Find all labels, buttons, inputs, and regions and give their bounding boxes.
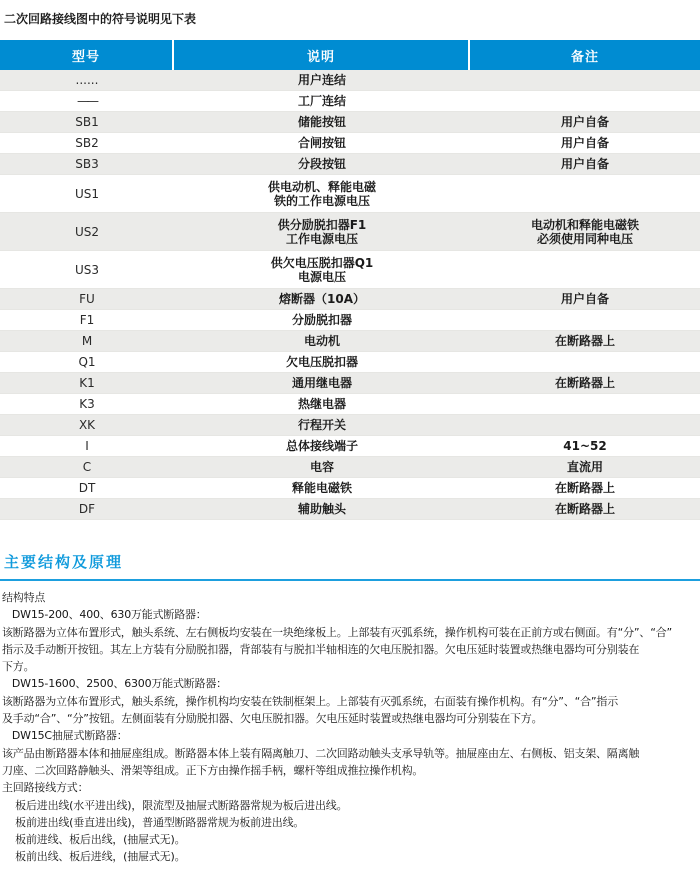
- body-text-line: 板前出线、板后进线，(抽屉式无)。: [2, 850, 186, 864]
- table-row: [0, 478, 700, 499]
- cell-remark: 电动机和释能电磁铁 必须使用同种电压: [530, 217, 639, 246]
- cell-description: 热继电器: [297, 397, 346, 411]
- cell-model: F1: [79, 313, 95, 327]
- table-row: [0, 310, 700, 331]
- cell-description: 合闸按钮: [297, 136, 346, 150]
- cell-description: 释能电磁铁: [291, 481, 352, 495]
- table-row: [0, 499, 700, 520]
- table-header-desc: 说明: [174, 40, 468, 70]
- table-row: [0, 70, 700, 91]
- cell-description: 熔断器（10A）: [279, 292, 365, 306]
- table-header-remark: 备注: [470, 40, 700, 70]
- cell-model: XK: [78, 418, 96, 432]
- cell-remark: 直流用: [566, 460, 603, 474]
- table-body: [0, 70, 700, 520]
- table-row: [0, 175, 700, 213]
- table-row: [0, 415, 700, 436]
- cell-description: 欠电压脱扣器: [285, 355, 358, 369]
- cell-model: I: [85, 439, 89, 453]
- body-text-line: 板后进出线(水平进出线)，限流型及抽屉式断路器常规为板后进出线。: [2, 798, 348, 812]
- cell-model: SB2: [75, 136, 99, 150]
- cell-remark: 在断路器上: [554, 376, 615, 390]
- cell-description: 分励脱扣器: [291, 313, 352, 327]
- cell-model: M: [81, 334, 93, 348]
- cell-model: K1: [79, 376, 95, 390]
- cell-model: Q1: [78, 355, 96, 369]
- body-text: [2, 589, 700, 866]
- cell-remark: 在断路器上: [554, 502, 615, 516]
- cell-model: C: [82, 460, 92, 474]
- section-title: 主要结构及原理: [4, 553, 124, 571]
- cell-remark: 41~52: [563, 439, 607, 453]
- body-text-line: DW15C抽屉式断路器：: [2, 729, 128, 743]
- cell-description: 行程开关: [297, 418, 346, 432]
- body-text-line: 主回路接线方式：: [2, 781, 89, 795]
- table-row: [0, 289, 700, 310]
- table-header-model: 型号: [0, 40, 172, 70]
- cell-model: ——: [77, 94, 97, 108]
- cell-description: 分段按钮: [297, 157, 346, 171]
- body-text-line: 结构特点: [2, 591, 46, 604]
- cell-description: 供欠电压脱扣器Q1 电源电压: [270, 255, 374, 284]
- body-text-line: 指示及手动断开按钮。其左上方装有分励脱扣器，背部装有与脱扣半轴相连的欠电压脱扣器。欠电压延时装置或热继电器均可分别装在: [2, 642, 640, 656]
- cell-model: US3: [74, 262, 100, 277]
- table-row: [0, 154, 700, 175]
- table-row: [0, 394, 700, 415]
- cell-remark: 用户自备: [560, 136, 609, 150]
- table-row: [0, 213, 700, 251]
- cell-model: K3: [79, 397, 95, 411]
- cell-remark: 用户自备: [560, 292, 609, 306]
- body-text-line: DW15-1600、2500、6300万能式断路器：: [2, 677, 227, 691]
- document-page: [0, 10, 700, 866]
- table-row: [0, 91, 700, 112]
- section-title-rule: [0, 579, 700, 581]
- cell-remark: 用户自备: [560, 115, 609, 129]
- cell-model: ......: [75, 73, 99, 87]
- cell-model: US2: [74, 224, 100, 239]
- table-row: [0, 331, 700, 352]
- cell-description: 电动机: [303, 334, 340, 348]
- cell-model: SB3: [75, 157, 99, 171]
- cell-model: FU: [79, 292, 95, 306]
- body-text-line: 该断路器为立体布置形式，触头系统、左右侧板均安装在一块绝缘板上。上部装有灭弧系统，操作机构可装在正前方或右侧面。有“分”、“合”: [2, 625, 672, 639]
- body-text-line: 板前进线、板后出线，(抽屉式无)。: [2, 833, 186, 847]
- cell-remark: 用户自备: [560, 157, 609, 171]
- table-row: [0, 457, 700, 478]
- table-row: [0, 352, 700, 373]
- body-text-line: 刀座、二次回路静触头、滑架等组成。正下方由操作摇手柄，螺杆等组成推拉操作机构。: [2, 763, 424, 777]
- body-text-line: 该产品由断路器本体和抽屉座组成。断路器本体上装有隔离触刀、二次回路动触头支承导轨等。抽屉座由左、右侧板、铝支架、隔离触: [2, 746, 640, 760]
- table-row: [0, 436, 700, 457]
- cell-description: 供电动机、释能电磁 铁的工作电源电压: [267, 179, 376, 208]
- cell-description: 通用继电器: [291, 376, 352, 390]
- cell-model: DT: [78, 481, 96, 495]
- cell-model: US1: [74, 186, 100, 201]
- body-text-line: DW15-200、400、630万能式断路器：: [2, 608, 207, 622]
- table-row: [0, 251, 700, 289]
- cell-model: DF: [78, 502, 96, 516]
- cell-description: 储能按钮: [297, 115, 346, 129]
- table-row: [0, 373, 700, 394]
- body-text-line: 及手动“合”、“分”按钮。左侧面装有分励脱扣器、欠电压脱扣器。欠电压延时装置或热继电器均可分别装在下方。: [2, 712, 543, 726]
- cell-description: 工厂连结: [297, 94, 346, 108]
- intro-text: 二次回路接线图中的符号说明见下表: [4, 12, 197, 26]
- symbol-table: [0, 40, 700, 520]
- body-text-line: 下方。: [2, 660, 35, 674]
- cell-model: SB1: [75, 115, 99, 129]
- cell-remark: 在断路器上: [554, 481, 615, 495]
- table-row: [0, 112, 700, 133]
- cell-description: 用户连结: [297, 73, 346, 87]
- cell-description: 辅助触头: [297, 502, 346, 516]
- body-text-line: 该断路器为立体布置形式，触头系统，操作机构均安装在铁制框架上。上部装有灭弧系统，右面装有操作机构。有“分”、“合”指示: [2, 694, 618, 708]
- cell-remark: 在断路器上: [554, 334, 615, 348]
- cell-description: 电容: [309, 460, 334, 474]
- table-row: [0, 133, 700, 154]
- table-header-row: [0, 40, 700, 70]
- body-text-line: 板前进出线(垂直进出线)，普通型断路器常规为板前进出线。: [2, 815, 305, 829]
- cell-description: 总体接线端子: [285, 439, 358, 453]
- cell-description: 供分励脱扣器F1 工作电源电压: [277, 217, 367, 246]
